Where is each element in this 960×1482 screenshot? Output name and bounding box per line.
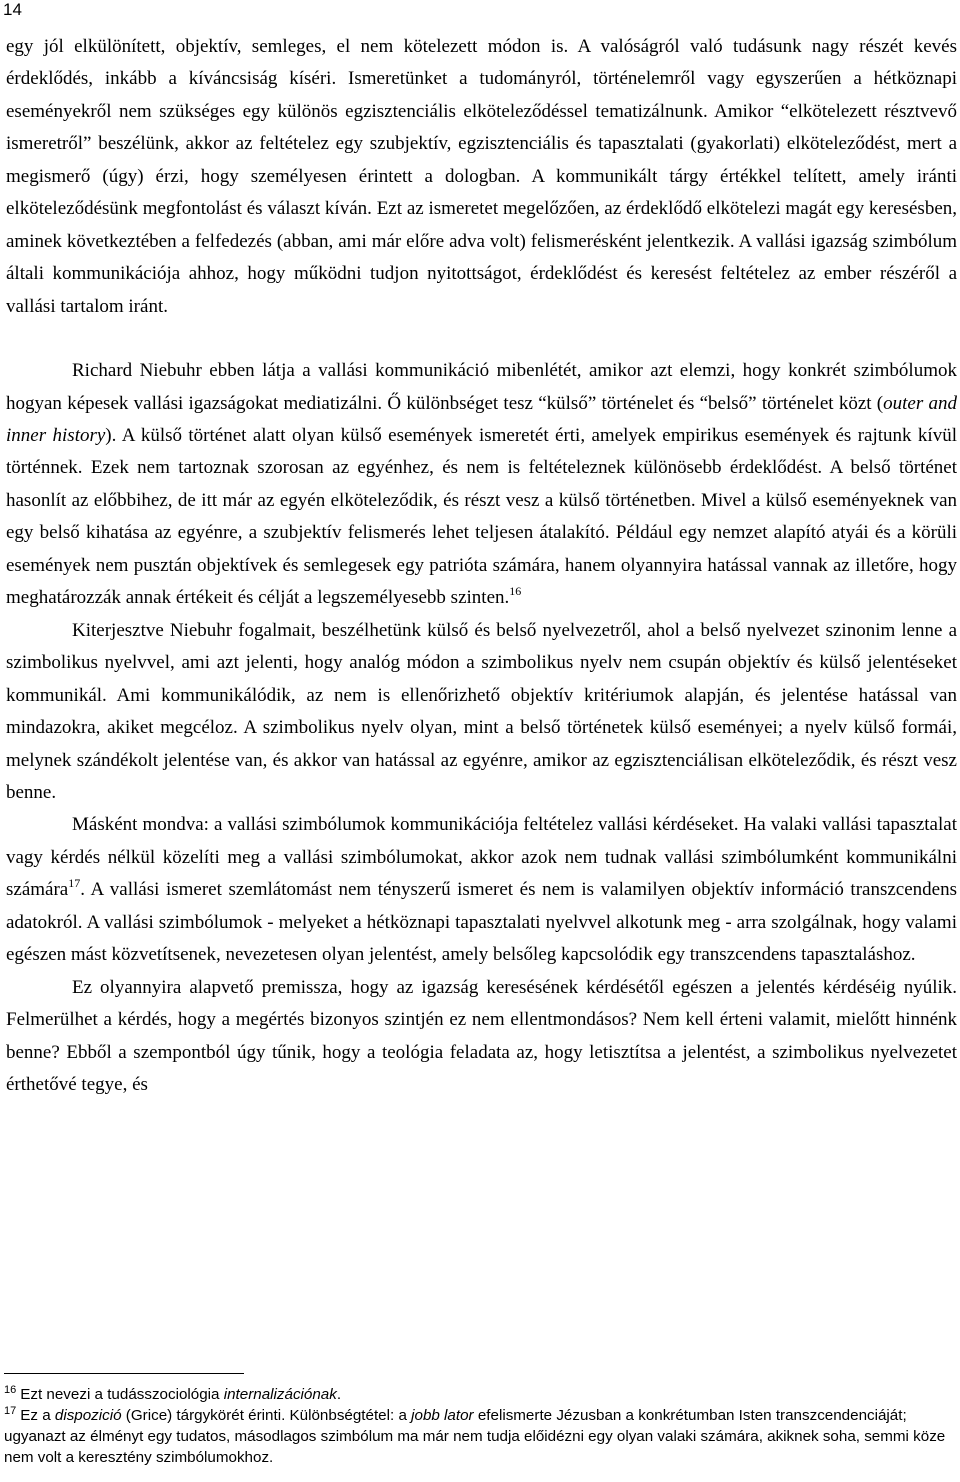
paragraph-3: Kiterjesztve Niebuhr fogalmait, beszélhetünk külső és belső nyelvezetről, ahol a belső nyelvezet szinonim lenne a szimbolikus nyelvvel, ami azt jelenti, hogy analóg módon a szimbolikus nyelv nem csupán objektív és külső jelentéseket kommunikál. Ami kommunikálódik, az nem is ellenőrizhető objektív kritériumok alapján, és jelentése hatással van mindazokra, akiket megcéloz. A szimbolikus nyelv olyan, mint a belső történetek külső eseményei; a nyelv külső formái, melynek szándékolt jelentése van, és akkor van hatással az egyénre, amikor az egzisztenciálisan elköteleződik, és részt vesz benne. — [6, 619, 957, 803]
footnote-text: . — [336, 1386, 342, 1403]
paragraph-4 — [6, 809, 957, 971]
footnote-16 — [4, 1384, 958, 1405]
footnote-number: 16 — [4, 1384, 17, 1396]
footnote-text: efelismerte Jézusban a konkrétumban Isten transzcendenciáját; ugyanazt az élményt egy tudatos, másodlagos szimbólum ma már nem tudja előidézni egy olyan valaki számára, akiknek soha, semmi köze nem volt a keresztény szimbólumokhoz. — [4, 1407, 946, 1466]
paragraph-2-italic-term: outer and inner history — [6, 392, 957, 446]
paragraph-4-text-start: Másként mondva: a vallási szimbólumok kommunikációja feltételez vallási kérdéseket. Ha valaki vallási tapasztalat vagy kérdés nélkül közelíti meg a vallási szimbólumokat, akkor azok nem tudnak vallási szimbólumként kommunikálni számára — [6, 814, 957, 901]
paragraph-gap — [6, 323, 957, 355]
paragraph-2-text-start: Richard Niebuhr ebben látja a vallási kommunikáció mibenlétét, amikor azt elemzi, hogy konkrét szimbólumok hogyan képesek vallási igazságokat mediatizálni. Ő különbséget tesz “külső” történelet és “belső” történelet közt ( — [6, 360, 957, 414]
footnote-text: Ez a — [20, 1407, 55, 1424]
footnote-italic: jobb lator — [411, 1407, 474, 1424]
footnote-italic: internalizációnak — [223, 1386, 337, 1403]
page-number: 14 — [3, 0, 22, 19]
body-text — [6, 31, 957, 1102]
paragraph-5: Ez olyannyira alapvető premissza, hogy az igazság keresésének kérdésétől egészen a jelentés kérdéséig nyúlik. Felmerülhet a kérdés, hogy a megértés bizonyos szintjén ez nem ellentmondásos? Nem kell érteni valamit, mielőtt hinnénk benne? Ebből a szempontból úgy tűnik, hogy a teológia feladata az, hogy letisztítsa a jelentést, a szimbolikus nyelvezetet érthetővé tegye, és — [6, 976, 957, 1096]
paragraph-2-text-end: ). A külső történet alatt olyan külső események ismeretét érti, amelyek empirikus események és rajtunk kívül történnek. Ezek nem tartoznak szorosan az egyénhez, és nem is feltételeznek különösebb érdeklődést. A belső történet hasonlít az előbbihez, de itt már az egyén elköteleződik, és részt vesz a külső történetben. Mivel a külső eseményeknek van egy belső kihatása az egyénre, a szubjektív felismerés lehet teljesen átalakító. Például egy nemzet alapító atyái és a körüli események nem pusztán objektívek és semlegesek egy patrióta számára, hanem olyannyira hatással vannak az illetőre, hogy meghatározzák annak értékeit és célját a legszemélyesebb szinten. — [6, 424, 957, 609]
footnote-italic: dispozició — [54, 1407, 122, 1424]
paragraph-2 — [6, 355, 957, 615]
paragraph-1: egy jól elkülönített, objektív, semleges, el nem kötelezett módon is. A valóságról való tudásunk nagy részét kevés érdeklődés, inkább a kíváncsiság kíséri. Ismeretünket a tudományról, történelemről vagy egyszerűen a hétköznapi eseményekről nem szükséges egy különös egzisztenciális elköteleződéssel tematizálnunk. Amikor “elkötelezett résztvevő ismeretről” beszélünk, akkor az feltételez egy szubjektív, egzisztenciális és tapasztalati (gyakorlati) elköteleződést, mert a megismerő (úgy) érzi, hogy személyesen érintett a dologban. A kommunikált tárgy értékkel telített, amely iránti elköteleződésünk megfontolást és választ kíván. Ezt az ismeretet megelőzően, az érdeklődő elkötelezi magát egy keresésben, aminek következtében a felfedezés (abban, ami már előre adva volt) felismerésként jelentkezik. A vallási igazság szimbólum általi kommunikációja ahhoz, hogy működni tudjon nyitottságot, érdeklődést és keresést feltételez az ember részéről a vallási tartalom iránt. — [6, 36, 957, 317]
footnote-text: (Grice) tárgykörét érinti. Különbségtétel: a — [121, 1407, 412, 1424]
footnote-number: 17 — [4, 1405, 17, 1417]
footnote-ref-17[interactable]: 17 — [68, 876, 81, 891]
footnote-ref-16[interactable]: 16 — [509, 584, 522, 599]
footnotes — [4, 1384, 958, 1468]
footnote-17 — [4, 1405, 958, 1468]
footnote-text: Ezt nevezi a tudásszociológia — [20, 1386, 224, 1403]
paragraph-4-text-end: . A vallási ismeret szemlátomást nem tényszerű ismeret és nem is valamilyen objektív információ transzcendens adatokról. A vallási szimbólumok - melyeket a hétköznapi tapasztalati nyelvvel alkotunk meg - arra szolgálnak, hogy valami egészen mást közvetítsenek, nevezetesen olyan jelentést, amely belsőleg kapcsolódik egy transzcendens tapasztaláshoz. — [6, 879, 957, 966]
footnote-separator — [4, 1373, 244, 1374]
